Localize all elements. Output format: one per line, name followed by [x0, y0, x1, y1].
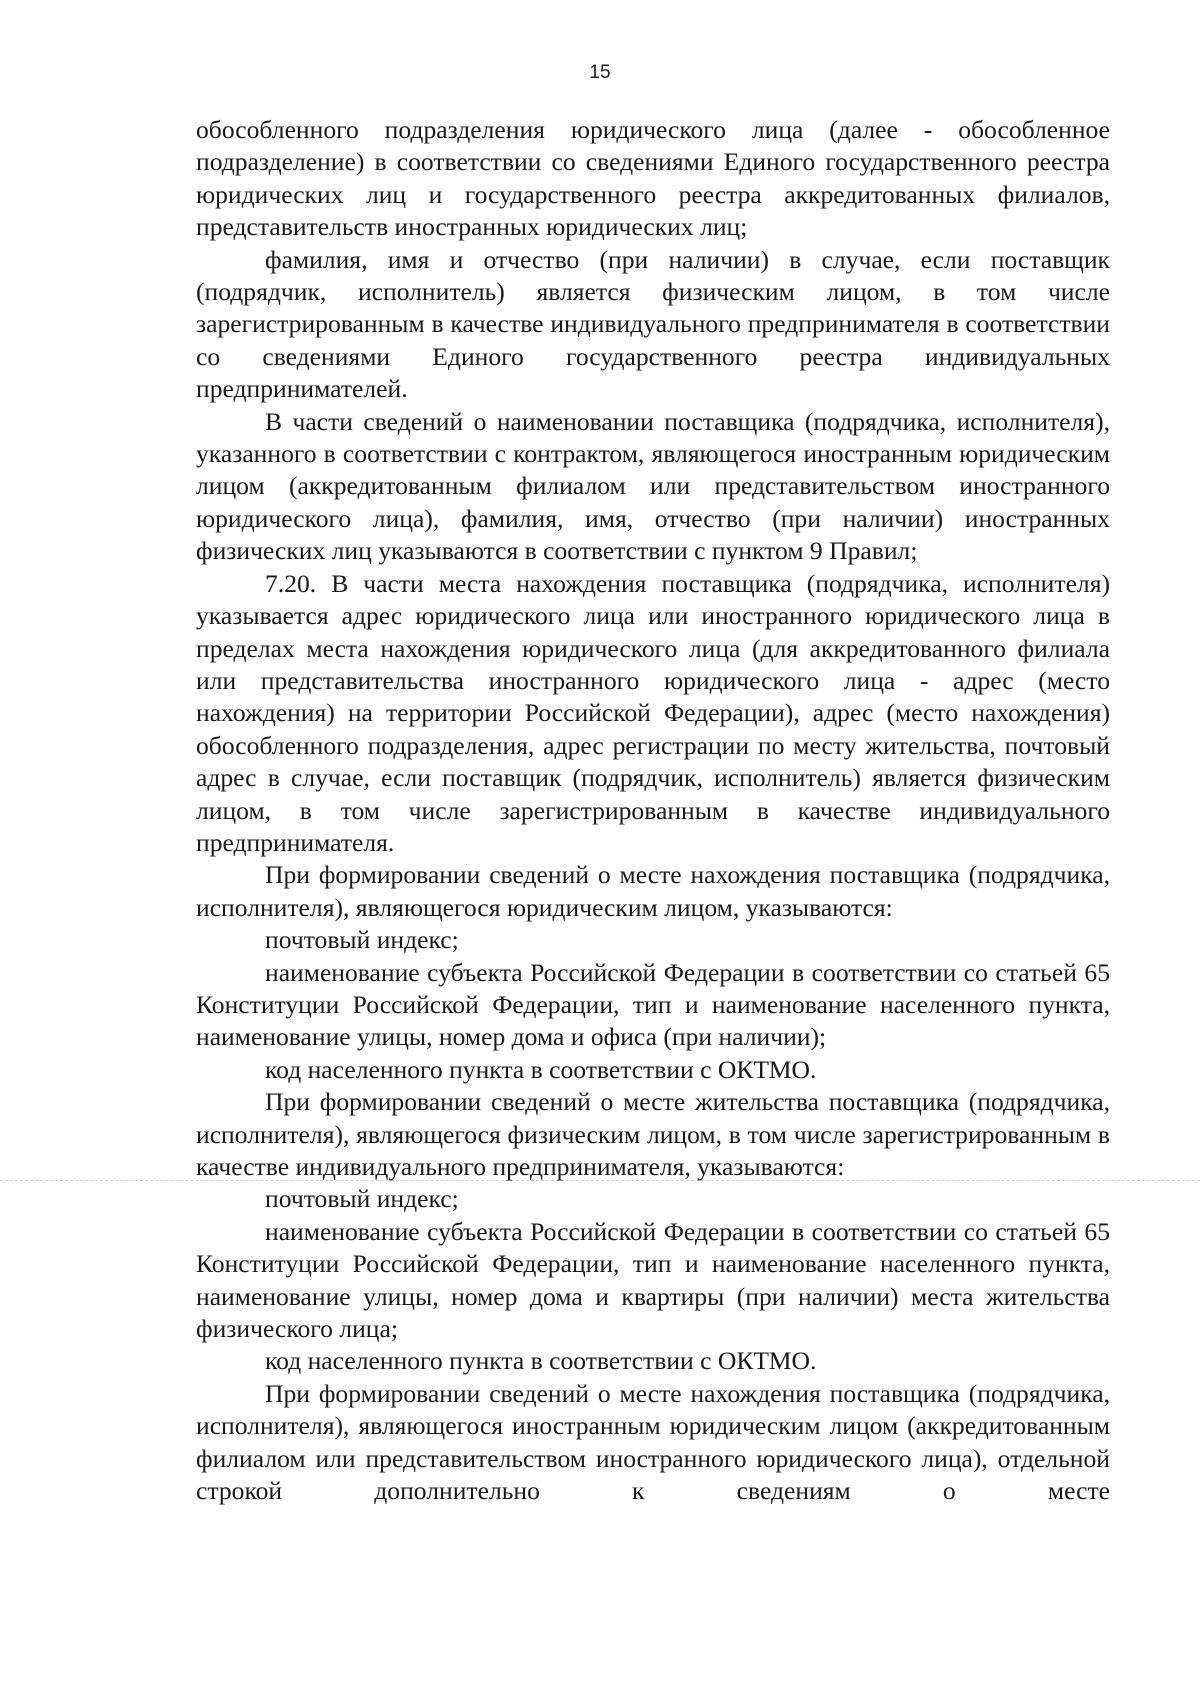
page-number: 15	[589, 62, 611, 83]
paragraph-10: почтовый индекс;	[265, 1184, 459, 1214]
paragraph-4-clause-7-20: 7.20. В части места нахождения поставщика (подрядчика, исполнителя) указывается адрес юридического лица или иностранного юридического лица в пределах места нахождения юридического лица (для аккредитованного филиала или представительства иностранного юридического лица - адрес (место нахождения) на территории Российской Федерации), адрес (место нахождения) обособленного подразделения, адрес регистрации по месту жительства, почтовый адрес в случае, если поставщик (подрядчик, исполнитель) является физическим лицом, в том числе зарегистрированным в качестве индивидуального предпринимателя.	[196, 568, 1110, 857]
paragraph-13: При формировании сведений о месте нахождения поставщика (подрядчика, исполнителя), являющегося иностранным юридическим лицом (аккредитованным филиалом или представительством иностранного юридического лица), отдельной строкой дополнительно к сведениям о месте	[196, 1378, 1110, 1506]
paragraph-5: При формировании сведений о месте нахождения поставщика (подрядчика, исполнителя), являющегося юридическим лицом, указываются:	[196, 860, 1110, 922]
document-body	[196, 114, 1110, 1507]
paragraph-11: наименование субъекта Российской Федерации в соответствии со статьей 65 Конституции Российской Федерации, тип и наименование населенного пункта, наименование улицы, номер дома и квартиры (при наличии) места жительства физического лица;	[196, 1216, 1110, 1344]
paragraph-8: код населенного пункта в соответствии с ОКТМО.	[265, 1054, 817, 1084]
paragraph-3: В части сведений о наименовании поставщика (подрядчика, исполнителя), указанного в соответствии с контрактом, являющегося иностранным юридическим лицом (аккредитованным филиалом или представительством иностранного юридического лица), фамилия, имя, отчество (при наличии) иностранных физических лиц указываются в соответствии с пунктом 9 Правил;	[196, 406, 1110, 566]
paragraph-9: При формировании сведений о месте жительства поставщика (подрядчика, исполнителя), являющегося физическим лицом, в том числе зарегистрированным в качестве индивидуального предпринимателя, указываются:	[196, 1087, 1110, 1181]
paragraph-6: почтовый индекс;	[265, 925, 459, 955]
paragraph-12: код населенного пункта в соответствии с ОКТМО.	[265, 1346, 817, 1376]
paragraph-2: фамилия, имя и отчество (при наличии) в случае, если поставщик (подрядчик, исполнитель) является физическим лицом, в том числе зарегистрированным в качестве индивидуального предпринимателя в соответствии со сведениями Единого государственного реестра индивидуальных предпринимателей.	[196, 244, 1110, 404]
paragraph-1: обособленного подразделения юридического лица (далее - обособленное подразделение) в соответствии со сведениями Единого государственного реестра юридических лиц и государственного реестра аккредитованных филиалов, представительств иностранных юридических лиц;	[196, 115, 1110, 242]
paragraph-7: наименование субъекта Российской Федерации в соответствии со статьей 65 Конституции Российской Федерации, тип и наименование населенного пункта, наименование улицы, номер дома и офиса (при наличии);	[196, 957, 1110, 1052]
